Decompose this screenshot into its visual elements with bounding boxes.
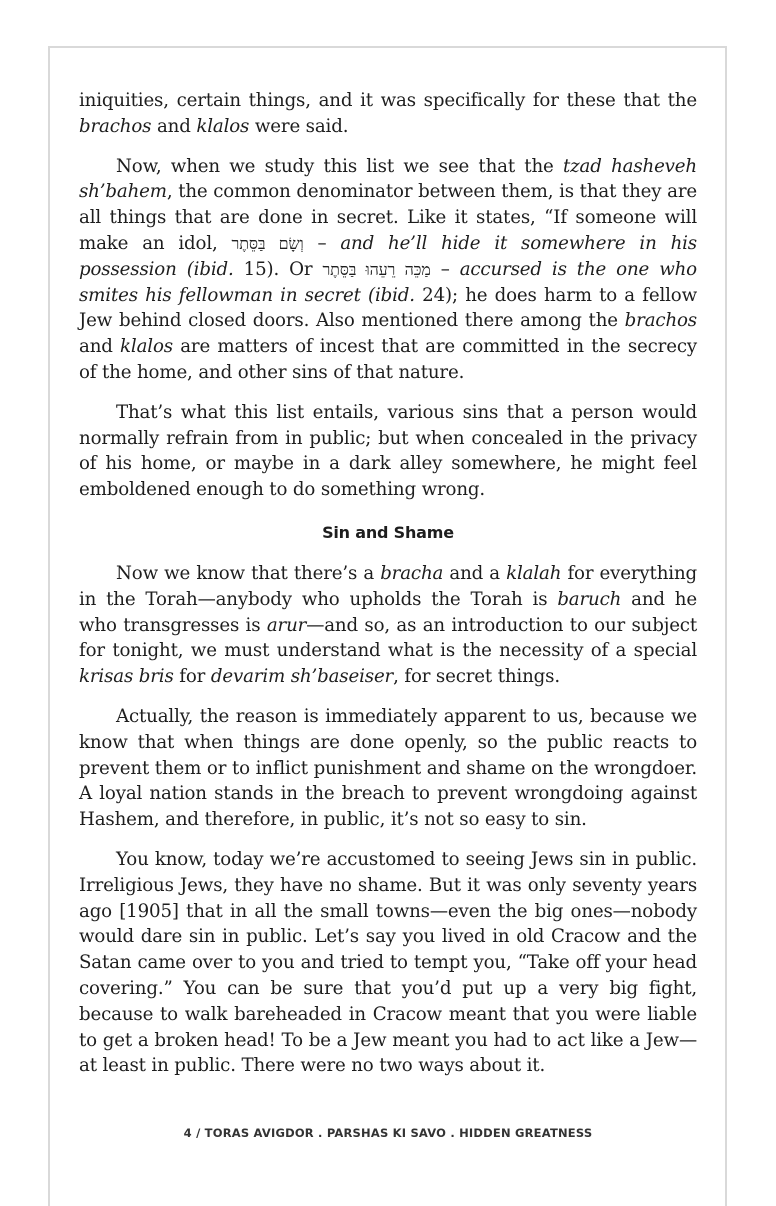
hebrew-quote: מַכֵּה רֵעֵהוּ בַּסֵּתֶר: [322, 259, 431, 279]
text-run: –: [303, 232, 341, 254]
italic-run: klalos: [120, 336, 173, 358]
text-body: [79, 88, 697, 1093]
italic-run: brachos: [624, 310, 697, 332]
text-run: and: [151, 115, 197, 137]
italic-run: baruch: [557, 588, 622, 610]
text-run: Now we know that there’s a: [116, 562, 381, 584]
italic-run: devarim sh’baseiser: [210, 666, 394, 688]
text-run: and a: [443, 562, 507, 584]
text-run: Actually, the reason is immediately apparent to us, because we know that when things are done openly, so the public reacts to prevent them or to inflict punishment and shame on the wrongdoer. A loyal nation stands in the breach to prevent wrongdoing against Hashem, and therefore, in public, it’s not so easy to sin.: [79, 705, 697, 831]
italic-run: arur: [266, 614, 307, 636]
paragraph-3: [79, 400, 697, 503]
text-run: were said.: [249, 115, 349, 137]
italic-run: klalos: [196, 115, 250, 137]
text-run: –: [430, 258, 460, 280]
italic-run: bracha: [380, 562, 444, 584]
text-run: , the common denominator between them, is that they are all things that are done in secret. Like it states, “If someone will make an idol,: [79, 181, 697, 254]
text-run: and he who transgresses is: [79, 588, 697, 636]
italic-run: krisas bris: [79, 666, 174, 688]
italic-run: tzad hasheveh sh’bahem: [79, 155, 697, 203]
section-heading: Sin and Shame: [322, 522, 454, 542]
paragraph-1: [79, 88, 697, 140]
text-run: 15). Or: [233, 258, 323, 280]
text-run: and: [79, 336, 121, 358]
text-run: That’s what this list entails, various sins that a person would normally refrain from in public; but when concealed in the privacy of his home, or maybe in a dark alley somewhere, he might feel emboldened enough to do something wrong.: [79, 401, 697, 501]
text-run: , for secret things.: [393, 666, 560, 688]
paragraph-5: [79, 704, 697, 833]
text-run: 24); he does harm to a fellow Jew behind closed doors. Also mentioned there among the: [79, 284, 697, 332]
running-footer: 4 / TORAS AVIGDOR . PARSHAS KI SAVO . HIDDEN GREATNESS: [183, 1126, 593, 1140]
paragraph-4: [79, 561, 697, 690]
italic-run: klalah: [506, 562, 562, 584]
italic-run: accursed is the one who smites his fellowman in secret (ibid.: [79, 258, 697, 306]
text-run: are matters of incest that are committed in the secrecy of the home, and other sins of that nature.: [79, 336, 697, 383]
text-run: for everything in the Torah—anybody who upholds the Torah is: [79, 562, 698, 610]
italic-run: and he’ll hide it somewhere in his possession (ibid.: [79, 232, 697, 280]
text-run: You know, today we’re accustomed to seeing Jews sin in public. Irreligious Jews, they have no shame. But it was only seventy years ago [1905] that in all the small towns—even the big ones—nobody would dare sin in public. Let’s say you lived in old Cracow and the Satan came over to you and tried to tempt you, “Take off your head covering.” You can be sure that you’d put up a very big fight, because to walk bareheaded in Cracow meant that you were liable to get a broken head! To be a Jew meant you had to act like a Jew—at least in public. There were no two ways about it.: [79, 848, 697, 1077]
text-run: Now, when we study this list we see that the: [116, 155, 563, 177]
paragraph-2: [79, 154, 697, 386]
text-run: for: [173, 666, 211, 688]
paragraph-6: [79, 847, 697, 1079]
text-run: —and so, as an introduction to our subject for tonight, we must understand what is the necessity of a special: [79, 614, 698, 662]
italic-run: brachos: [79, 115, 152, 137]
text-run: iniquities, certain things, and it was specifically for these that the: [79, 90, 697, 111]
hebrew-quote: וְשָׂם בַּסֵּתֶר: [231, 233, 304, 253]
